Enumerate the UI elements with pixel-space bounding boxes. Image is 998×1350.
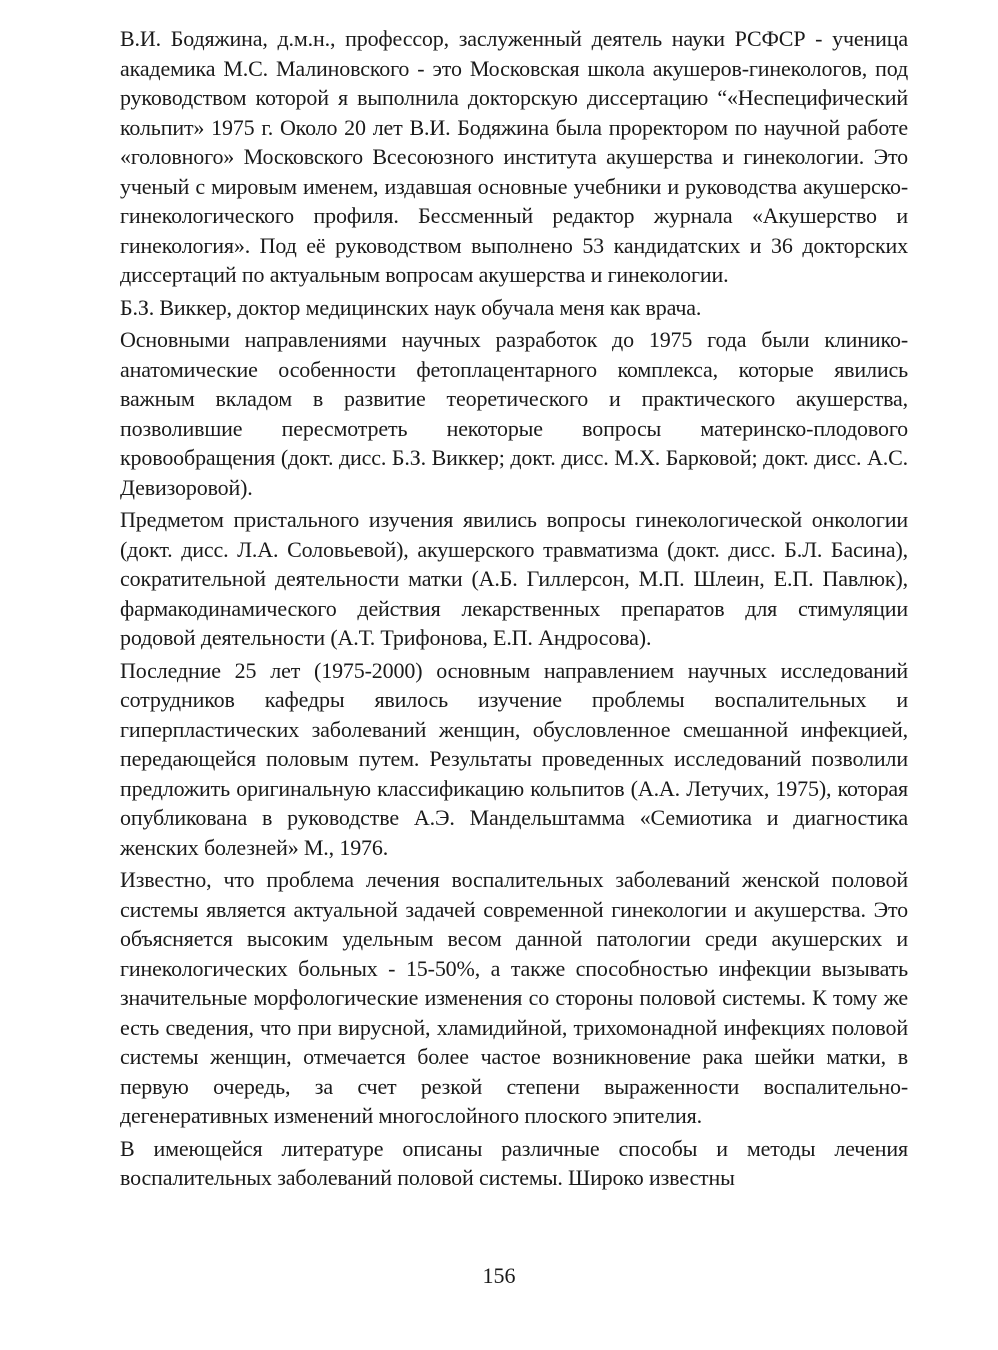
paragraph-inflammation-problem: Известно, что проблема лечения воспалительных заболеваний женской половой системы является актуальной задачей современной гинекологии и акушерства. Это объясняется высоким удельным весом данной патологии среди акушерских и гинекологических больных - 15-50%, а также способностью инфекции вызывать значительные морфологические изменения со стороны половой системы. К тому же есть сведения, что при вирусной, хламидийной, трихомонадной инфекциях половой системы женщин, отмечается более частое возникновение рака шейки матки, в первую очередь, за счет резкой степени выраженности воспалительно-дегенеративных изменений многослойного плоского эпителия. [120, 867, 908, 1128]
paragraph-research-directions: Основными направлениями научных разработок до 1975 года были клинико-анатомические особенности фетоплацентарного комплекса, которые явились важным вкладом в развитие теоретического и практического акушерства, позволившие пересмотреть некоторые вопросы материнско-плодового кровообращения (докт. дисс. Б.З. Виккер; докт. дисс. М.Х. Барковой; докт. дисс. А.С. Девизоровой). [120, 327, 908, 500]
paragraph-last-25-years: Последние 25 лет (1975-2000) основным направлением научных исследований сотрудников кафедры явилось изучение проблемы воспалительных и гиперпластических заболеваний женщин, обусловленное смешанной инфекцией, передающейся половым путем. Результаты проведенных исследований позволили предложить оригинальную классификацию кольпитов (А.А. Летучих, 1975), которая опубликована в руководстве А.Э. Мандельштамма «Семиотика и диагностика женских болезней» М., 1976. [120, 657, 908, 860]
body-text [120, 24, 908, 1196]
page-number: 156 [482, 1263, 516, 1288]
paragraph-study-subjects: Предметом пристального изучения явились вопросы гинекологической онкологии (докт. дисс. Л.А. Соловьевой), акушерского травматизма (докт. дисс. Б.Л. Басина), сократительной деятельности матки (А.Б. Гиллерсон, М.П. Шлеин, Е.П. Павлюк), фармакодинамического действия лекарственных препаратов для стимуляции родовой деятельности (А.Т. Трифонова, Е.П. Андросова). [120, 507, 908, 650]
paragraph-treatment-methods: В имеющейся литературе описаны различные способы и методы лечения воспалительных заболеваний половой системы. Широко известны [120, 1135, 908, 1190]
paragraph-vikker: Б.З. Виккер, доктор медицинских наук обучала меня как врача. [120, 294, 702, 320]
paragraph-bodyazhina: В.И. Бодяжина, д.м.н., профессор, заслуженный деятель науки РСФСР - ученица академика М.С. Малиновского - это Московская школа акушеров-гинекологов, под руководством которой я выполнила докторскую диссертацию “«Неспецифический кольпит» 1975 г. Около 20 лет В.И. Бодяжина была проректором по научной работе «головного» Московского Всесоюзного института акушерства и гинекологии. Это ученый с мировым именем, издавшая основные учебники и руководства акушерско-гинекологического профиля. Бессменный редактор журнала «Акушерство и гинекология». Под её руководством выполнено 53 кандидатских и 36 докторских диссертаций по актуальным вопросам акушерства и гинекологии. [120, 26, 908, 287]
